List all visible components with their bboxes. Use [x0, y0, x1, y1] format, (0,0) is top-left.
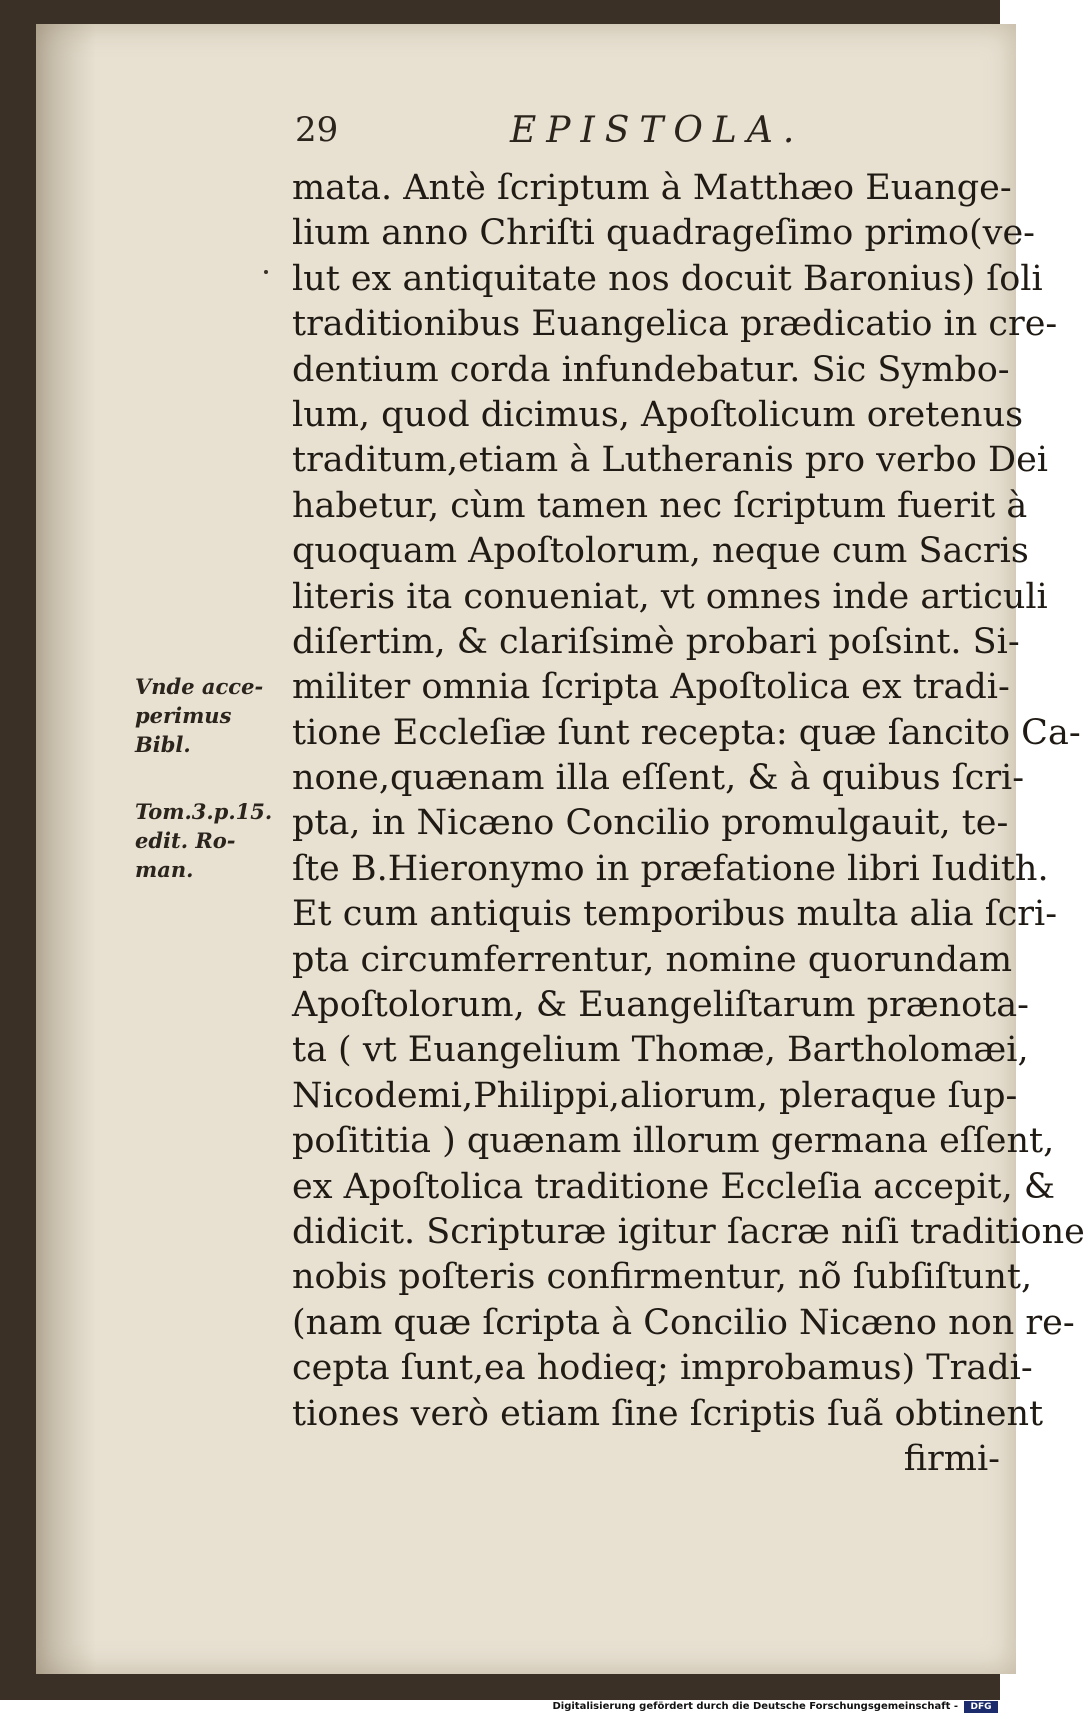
- digitization-credit: Digitalisierung gefördert durch die Deutsche Forschungsgemeinschaft -: [552, 1701, 958, 1712]
- text-line: habetur, cùm tamen nec ſcriptum fuerit à: [292, 485, 1028, 526]
- text-line: quoquam Apoſtolorum, neque cum Sacris: [292, 531, 1029, 572]
- body-text: [292, 166, 1085, 1482]
- running-head-title: EPISTOLA.: [510, 110, 805, 151]
- text-line: mata. Antè ſcriptum à Matthæo Euange-: [292, 168, 1012, 208]
- text-line: militer omnia ſcripta Apoſtolica ex tradi-: [292, 667, 1010, 708]
- text-line: tiones verò etiam ſine ſcriptis ſuã obtinent: [292, 1393, 1044, 1434]
- margin-note: [135, 797, 285, 884]
- text-line: (nam quæ ſcripta à Concilio Nicæno non re-: [292, 1302, 1075, 1343]
- page-gutter-shadow: [36, 24, 96, 1674]
- text-line: traditum,etiam à Lutheranis pro verbo Dei: [292, 440, 1048, 481]
- text-line: traditionibus Euangelica prædicatio in cre-: [292, 304, 1058, 345]
- text-line: poſititia ) quænam illorum germana eſſent,: [292, 1121, 1055, 1162]
- text-line: lium anno Chriſti quadrageſimo primo(ve-: [292, 213, 1035, 254]
- text-line: dentium corda infundebatur. Sic Symbo-: [292, 349, 1010, 390]
- margin-note: [135, 672, 285, 759]
- text-line: ſte B.Hieronymo in præfatione libri Iudith.: [292, 848, 1049, 889]
- text-line: tione Eccleſiæ ſunt recepta: quæ ſancito Ca-: [292, 712, 1081, 753]
- ink-mark: [264, 270, 268, 274]
- text-line: literis ita conueniat, vt omnes inde articuli: [292, 576, 1048, 617]
- text-line: pta circumferrentur, nomine quorundam: [292, 939, 1013, 980]
- margin-note-line: Tom.3.p.15.: [135, 799, 273, 824]
- text-line: cepta ſunt,ea hodieq; improbamus) Tradi-: [292, 1348, 1033, 1389]
- text-line: Nicodemi,Philippi,aliorum, pleraque ſup-: [292, 1075, 1018, 1116]
- margin-note-line: Vnde acce-: [135, 674, 264, 699]
- page-number: 29: [295, 110, 339, 150]
- text-line: nobis poſteris confirmentur, nõ ſubſiſtunt,: [292, 1257, 1033, 1298]
- margin-note-line: edit. Ro-: [135, 828, 236, 853]
- running-head: [295, 110, 995, 160]
- margin-note-line: man.: [135, 857, 194, 882]
- text-line: lum, quod dicimus, Apoſtolicum oretenus: [292, 394, 1024, 435]
- text-line: diſertim, & clariſsimè probari poſsint. Si-: [292, 621, 1020, 662]
- margin-note-line: perimus: [135, 703, 232, 728]
- text-line: didicit. Scripturæ igitur ſacræ niſi traditione: [292, 1211, 1085, 1252]
- text-line: Apoſtolorum, & Euangeliſtarum prænota-: [292, 985, 1029, 1026]
- text-line: pta, in Nicæno Concilio promulgauit, te-: [292, 803, 1009, 844]
- catchword: firmi-: [903, 1438, 1000, 1479]
- dfg-logo: DFG: [964, 1701, 998, 1713]
- margin-notes: [135, 672, 285, 896]
- text-line: none,quænam illa eſſent, & à quibus ſcri-: [292, 758, 1025, 799]
- text-line: ex Apoſtolica traditione Eccleſia accepit, &: [292, 1166, 1056, 1207]
- text-line: ta ( vt Euangelium Thomæ, Bartholomæi,: [292, 1030, 1029, 1071]
- text-line: lut ex antiquitate nos docuit Baronius) ſoli: [292, 258, 1043, 299]
- margin-note-line: Bibl.: [135, 732, 191, 757]
- text-line: Et cum antiquis temporibus multa alia ſcri-: [292, 894, 1058, 935]
